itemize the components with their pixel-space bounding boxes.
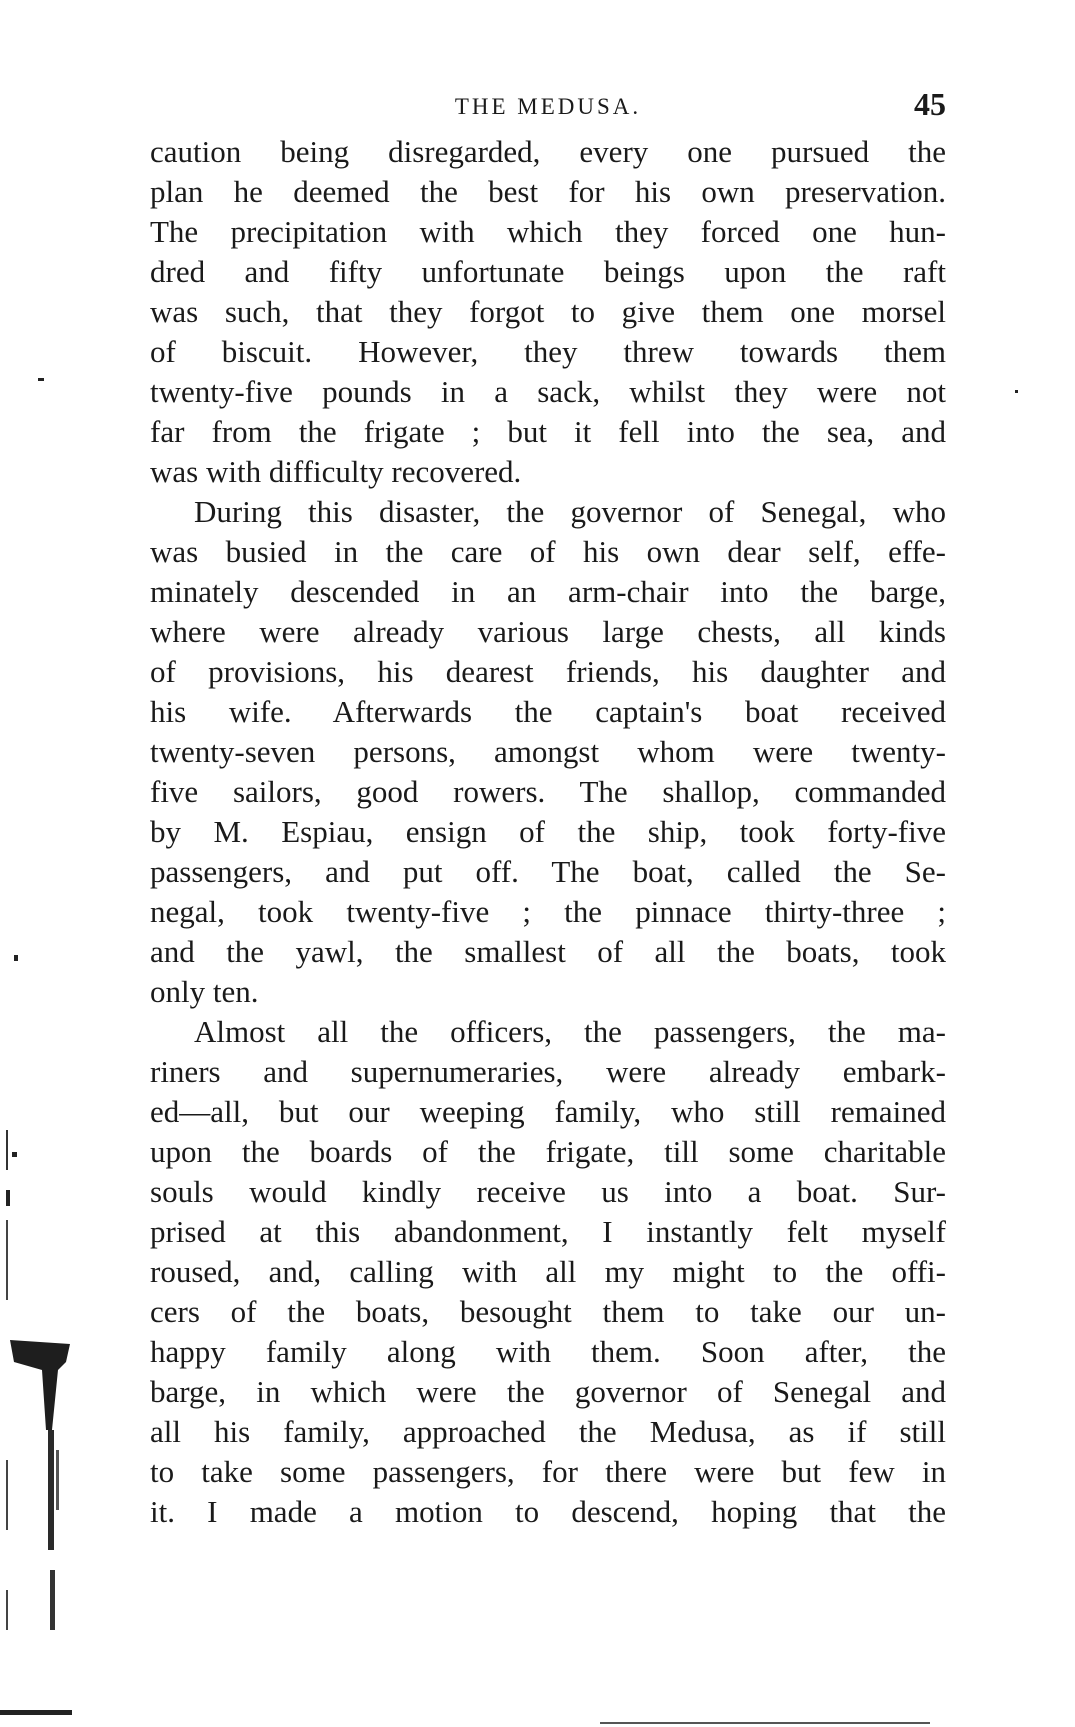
binding-shadow bbox=[0, 1130, 80, 1720]
scan-speck bbox=[38, 378, 44, 381]
page-number: 45 bbox=[914, 86, 946, 122]
text-line: and the yawl, the smallest of all the boats, took bbox=[150, 934, 946, 969]
text-line: caution being disregarded, every one pursued the bbox=[150, 134, 946, 169]
running-head bbox=[150, 86, 946, 126]
text-line: by M. Espiau, ensign of the ship, took forty-five bbox=[150, 814, 946, 849]
scan-speck bbox=[14, 955, 18, 961]
text-line: plan he deemed the best for his own preservation. bbox=[150, 174, 946, 209]
running-title: THE MEDUSA. bbox=[454, 94, 642, 119]
text-line: happy family along with them. Soon after, the bbox=[150, 1334, 946, 1369]
text-line: his wife. Afterwards the captain's boat received bbox=[150, 694, 946, 729]
text-line: was with difficulty recovered. bbox=[150, 454, 522, 489]
text-line: negal, took twenty-five ; the pinnace thirty-three ; bbox=[150, 894, 946, 929]
text-line: riners and supernumeraries, were already embark- bbox=[150, 1054, 946, 1089]
text-line: was busied in the care of his own dear self, effe- bbox=[150, 534, 946, 569]
paragraph-start-line: During this disaster, the governor of Senegal, who bbox=[194, 494, 946, 529]
text-line: cers of the boats, besought them to take our un- bbox=[150, 1294, 946, 1329]
text-line: roused, and, calling with all my might to the offi- bbox=[150, 1254, 946, 1289]
text-line: prised at this abandonment, I instantly felt myself bbox=[150, 1214, 946, 1249]
text-line: twenty-seven persons, amongst whom were twenty- bbox=[150, 734, 946, 769]
text-line: twenty-five pounds in a sack, whilst they were not bbox=[150, 374, 946, 409]
text-line: five sailors, good rowers. The shallop, commanded bbox=[150, 774, 946, 809]
text-line: of biscuit. However, they threw towards them bbox=[150, 334, 946, 369]
paragraph-start-line: Almost all the officers, the passengers, the ma- bbox=[194, 1014, 946, 1049]
bottom-rule bbox=[600, 1722, 930, 1724]
text-line: to take some passengers, for there were but few in bbox=[150, 1454, 946, 1489]
text-line: souls would kindly receive us into a boat. Sur- bbox=[150, 1174, 946, 1209]
text-line: all his family, approached the Medusa, as if still bbox=[150, 1414, 946, 1449]
text-line: upon the boards of the frigate, till some charitable bbox=[150, 1134, 946, 1169]
text-line: minately descended in an arm-chair into the barge, bbox=[150, 574, 946, 609]
text-line: barge, in which were the governor of Senegal and bbox=[150, 1374, 946, 1409]
text-line: The precipitation with which they forced one hun- bbox=[150, 214, 946, 249]
text-line: far from the frigate ; but it fell into the sea, and bbox=[150, 414, 946, 449]
text-line: dred and fifty unfortunate beings upon the raft bbox=[150, 254, 946, 289]
text-line: of provisions, his dearest friends, his daughter and bbox=[150, 654, 946, 689]
scan-speck bbox=[1015, 390, 1018, 393]
text-line: where were already various large chests, all kinds bbox=[150, 614, 946, 649]
text-line: passengers, and put off. The boat, called the Se- bbox=[150, 854, 946, 889]
text-line: was such, that they forgot to give them one morsel bbox=[150, 294, 946, 329]
text-line: it. I made a motion to descend, hoping that the bbox=[150, 1494, 946, 1529]
text-line: ed—all, but our weeping family, who still remained bbox=[150, 1094, 946, 1129]
text-line: only ten. bbox=[150, 974, 259, 1009]
body-text bbox=[150, 132, 946, 1532]
